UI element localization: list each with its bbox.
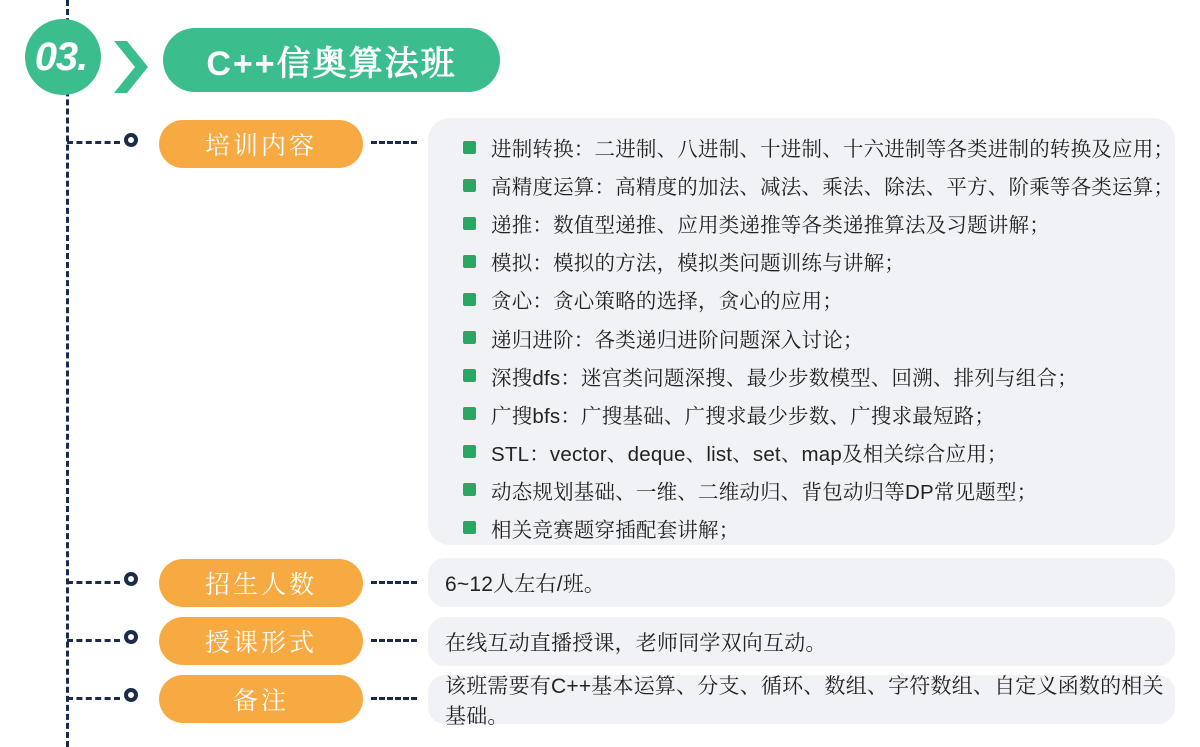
- list-item: 递归进阶：各类递归进阶问题深入讨论；: [463, 318, 1157, 356]
- connector-right-enrollment: [371, 581, 417, 584]
- connector-left-training: [67, 141, 120, 144]
- label-pill-teaching: [159, 617, 363, 665]
- bullet-square-icon: [463, 141, 476, 154]
- enrollment-panel: [428, 558, 1175, 607]
- bullet-square-icon: [463, 483, 476, 496]
- list-item: 相关竞赛题穿插配套讲解；: [463, 509, 1157, 547]
- section-number: 03.: [34, 34, 88, 79]
- list-item: 递推：数值型递推、应用类递推等各类递推算法及习题讲解；: [463, 204, 1157, 242]
- bullet-square-icon: [463, 179, 476, 192]
- label-enrollment: 招生人数: [204, 571, 317, 599]
- connector-right-teaching: [371, 639, 417, 642]
- notes-text: 该班需要有C++基本运算、分支、循环、数组、字符数组、自定义函数的相关基础。: [445, 674, 1164, 728]
- connector-right-notes: [371, 697, 417, 700]
- bullet-square-icon: [463, 445, 476, 458]
- bullet-square-icon: [463, 521, 476, 534]
- timeline-node-icon: [124, 572, 138, 586]
- label-training: 培训内容: [204, 132, 317, 160]
- connector-left-notes: [67, 697, 120, 700]
- training-item-list: [463, 128, 1175, 547]
- list-item: 贪心：贪心策略的选择，贪心的应用；: [463, 280, 1157, 318]
- list-item: 模拟：模拟的方法，模拟类问题训练与讲解；: [463, 242, 1157, 280]
- connector-left-enrollment: [67, 581, 120, 584]
- list-item: 广搜bfs：广搜基础、广搜求最少步数、广搜求最短路；: [463, 395, 1157, 433]
- bullet-square-icon: [463, 331, 476, 344]
- label-teaching: 授课形式: [204, 629, 317, 657]
- bullet-square-icon: [463, 217, 476, 230]
- teaching-format-panel: [428, 617, 1175, 666]
- bullet-square-icon: [463, 369, 476, 382]
- timeline-node-icon: [124, 630, 138, 644]
- notes-panel: [428, 674, 1175, 728]
- course-title-banner: [163, 28, 500, 92]
- bullet-square-icon: [463, 407, 476, 420]
- list-item: 高精度运算：高精度的加法、减法、乘法、除法、平方、阶乘等各类运算；: [463, 166, 1157, 204]
- list-item: 动态规划基础、一维、二维动归、背包动归等DP常见题型；: [463, 471, 1157, 509]
- timeline-node-icon: [124, 688, 138, 702]
- label-notes: 备注: [232, 687, 289, 715]
- chevron-right-icon: [114, 41, 148, 93]
- label-pill-enrollment: [159, 559, 363, 607]
- enrollment-text: 6~12人左右/班。: [445, 572, 606, 596]
- bullet-square-icon: [463, 255, 476, 268]
- bullet-square-icon: [463, 293, 476, 306]
- label-pill-training: [159, 120, 363, 168]
- list-item: STL：vector、deque、list、set、map及相关综合应用；: [463, 433, 1157, 471]
- timeline-node-icon: [124, 133, 138, 147]
- label-pill-notes: [159, 675, 363, 723]
- connector-right-training: [371, 141, 417, 144]
- course-title: C++信奥算法班: [206, 44, 457, 83]
- teaching-text: 在线互动直播授课，老师同学双向互动。: [445, 631, 827, 655]
- list-item: 深搜dfs：迷宫类问题深搜、最少步数模型、回溯、排列与组合；: [463, 357, 1157, 395]
- connector-left-teaching: [67, 639, 120, 642]
- timeline-dashed-line: [66, 0, 69, 747]
- list-item: 进制转换：二进制、八进制、十进制、十六进制等各类进制的转换及应用；: [463, 128, 1157, 166]
- training-content-panel: [428, 118, 1175, 545]
- section-number-badge: [25, 19, 101, 95]
